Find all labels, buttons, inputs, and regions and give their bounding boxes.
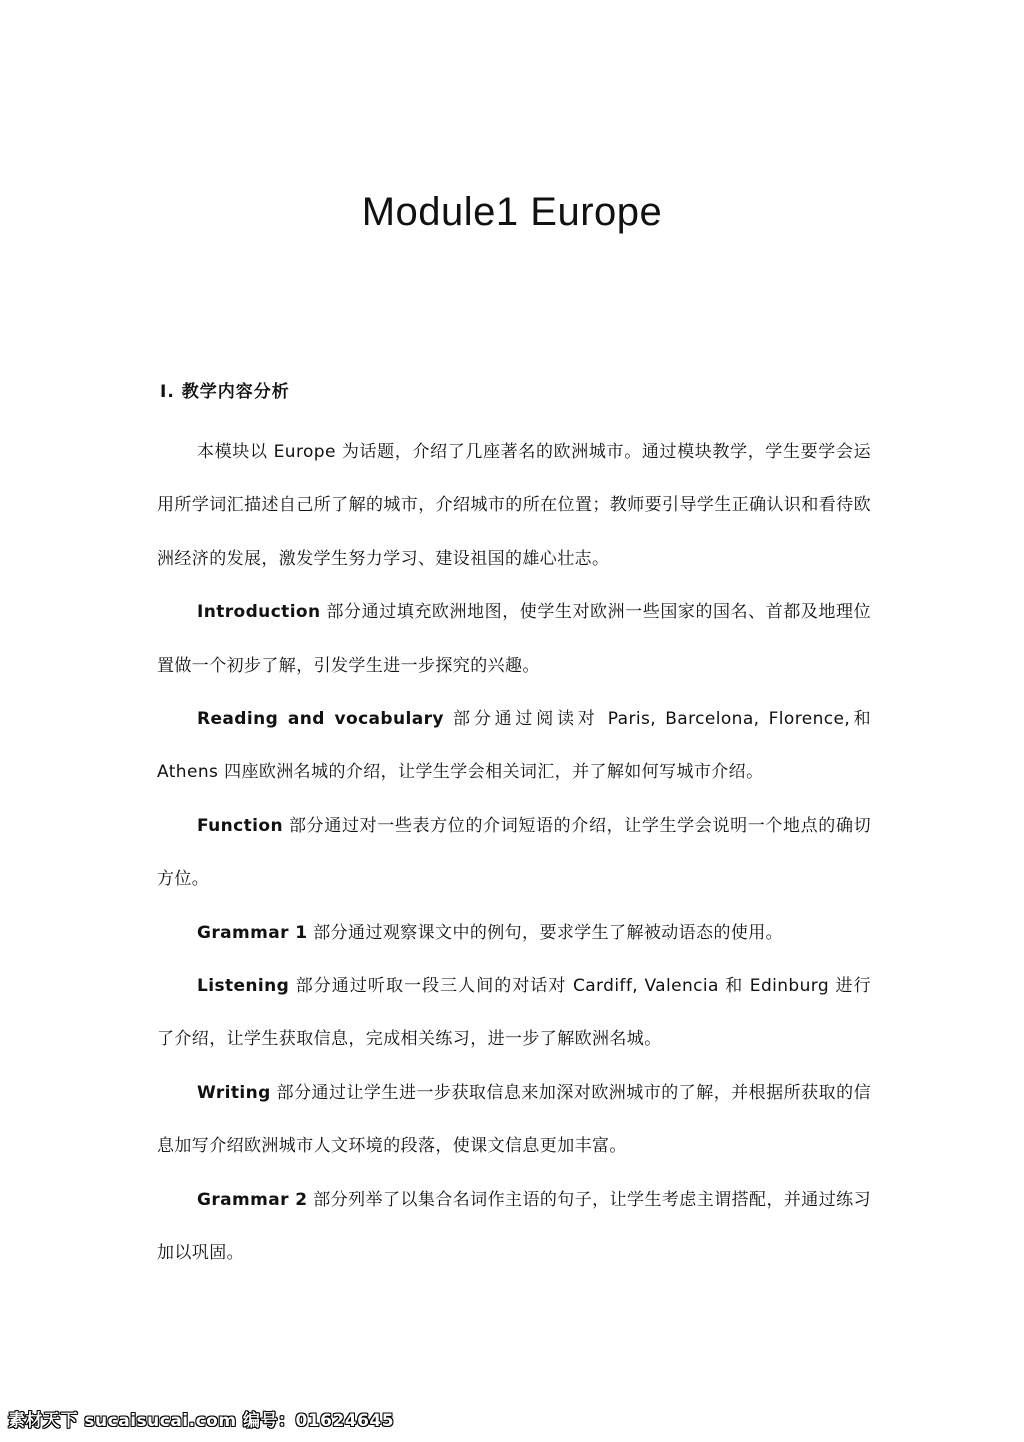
paragraph-lead: Writing	[197, 1082, 271, 1103]
paragraph-lead: Introduction	[197, 602, 321, 623]
paragraph-text: 部分通过填充欧洲地图，使学生对欧洲一些国家的国名、首都及地理位置做一个初步了解，引发学生进一步探究的兴趣。	[157, 602, 871, 676]
page-title: Module1 Europe	[361, 190, 663, 234]
paragraph-lead: Grammar 1	[197, 922, 308, 943]
paragraph-lead: Function	[197, 815, 283, 836]
paragraph-listening	[157, 960, 871, 1067]
paragraph-text: 部分通过观察课文中的例句，要求学生了解被动语态的使用。	[307, 922, 784, 943]
paragraph-overview	[157, 426, 871, 586]
paragraph-writing	[157, 1067, 871, 1174]
paragraph-introduction	[157, 586, 871, 693]
paragraph-text: 本模块以 Europe 为话题，介绍了几座著名的欧洲城市。通过模块教学，学生要学会运用所学词汇描述自己所了解的城市，介绍城市的所在位置；教师要引导学生正确认识和看待欧洲经济的发展，激发学生努力学习、建设祖国的雄心壮志。	[157, 442, 871, 569]
section-heading: Ⅰ. 教学内容分析	[160, 382, 290, 402]
paragraph-lead: Reading and vocabulary	[197, 709, 444, 730]
paragraph-lead: Listening	[197, 976, 290, 997]
paragraph-reading	[157, 693, 871, 800]
paragraph-text: 部分通过阅读对 Paris, Barcelona, Florence,和 Athens 四座欧洲名城的介绍，让学生学会相关词汇，并了解如何写城市介绍。	[157, 709, 871, 783]
paragraph-text: 部分通过听取一段三人间的对话对 Cardiff, Valencia 和 Edinburg 进行了介绍，让学生获取信息，完成相关练习，进一步了解欧洲名城。	[157, 976, 871, 1050]
paragraph-function	[157, 800, 871, 907]
paragraph-lead: Grammar 2	[197, 1189, 308, 1210]
paragraph-text: 部分通过让学生进一步获取信息来加深对欧洲城市的了解，并根据所获取的信息加写介绍欧洲城市人文环境的段落，使课文信息更加丰富。	[157, 1082, 871, 1157]
paragraph-grammar-2	[157, 1174, 871, 1281]
paragraph-text: 部分列举了以集合名词作主语的句子，让学生考虑主谓搭配，并通过练习加以巩固。	[157, 1189, 871, 1264]
paragraph-grammar-1	[157, 907, 871, 960]
paragraph-text: 部分通过对一些表方位的介词短语的介绍，让学生学会说明一个地点的确切方位。	[157, 815, 871, 890]
watermark-text: 素材天下 sucaisucai.com 编号：01624645	[8, 1411, 395, 1431]
content-body	[157, 426, 871, 1281]
